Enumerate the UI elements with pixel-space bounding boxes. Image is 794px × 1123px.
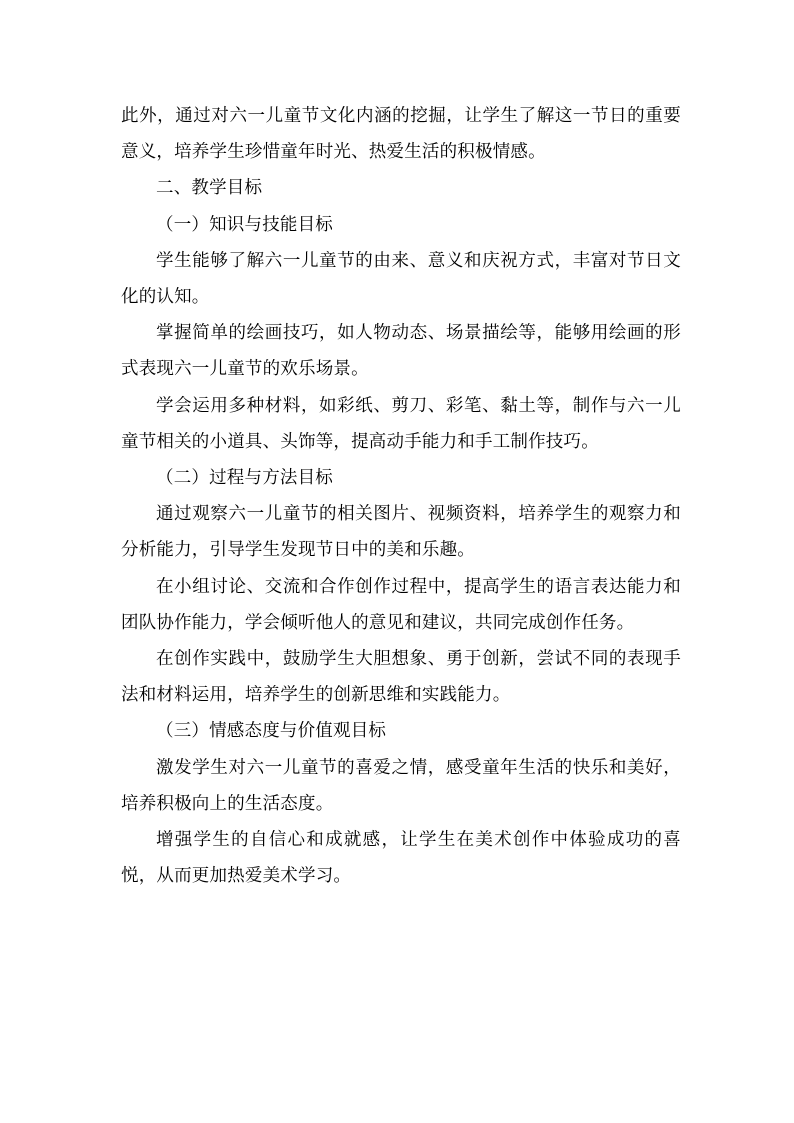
paragraph-goal-observation: 通过观察六一儿童节的相关图片、视频资料，培养学生的观察力和分析能力，引导学生发现节日中的美和乐趣。 [121, 504, 681, 561]
paragraph-goal-origin-meaning: 学生能够了解六一儿童节的由来、意义和庆祝方式，丰富对节日文化的认知。 [121, 250, 681, 308]
paragraph-goal-teamwork: 在小组讨论、交流和合作创作过程中，提高学生的语言表达能力和团队协作能力，学会倾听他人的意见和建议，共同完成创作任务。 [121, 576, 681, 633]
section-heading-teaching-goals: 二、教学目标 [156, 178, 263, 199]
paragraph-goal-creativity: 在创作实践中，鼓励学生大胆想象、勇于创新，尝试不同的表现手法和材料运用，培养学生的创新思维和实践能力。 [121, 649, 681, 706]
document-body [121, 98, 681, 894]
paragraph-goal-confidence: 增强学生的自信心和成就感，让学生在美术创作中体验成功的喜悦，从而更加热爱美术学习。 [121, 830, 681, 887]
subsection-heading-process-methods: （二）过程与方法目标 [156, 468, 333, 489]
paragraph-goal-materials: 学会运用多种材料，如彩纸、剪刀、彩笔、黏土等，制作与六一儿童节相关的小道具、头饰等，提高动手能力和手工制作技巧。 [121, 395, 681, 452]
paragraph-goal-drawing-skills: 掌握简单的绘画技巧，如人物动态、场景描绘等，能够用绘画的形式表现六一儿童节的欢乐场景。 [121, 323, 681, 380]
subsection-heading-knowledge-skills: （一）知识与技能目标 [156, 214, 333, 235]
subsection-heading-emotion-values: （三）情感态度与价值观目标 [156, 721, 387, 742]
paragraph-goal-love-festival: 激发学生对六一儿童节的喜爱之情，感受童年生活的快乐和美好，培养积极向上的生活态度。 [121, 757, 681, 814]
paragraph-intro-continued: 此外，通过对六一儿童节文化内涵的挖掘，让学生了解这一节日的重要意义，培养学生珍惜童年时光、热爱生活的积极情感。 [121, 106, 681, 163]
